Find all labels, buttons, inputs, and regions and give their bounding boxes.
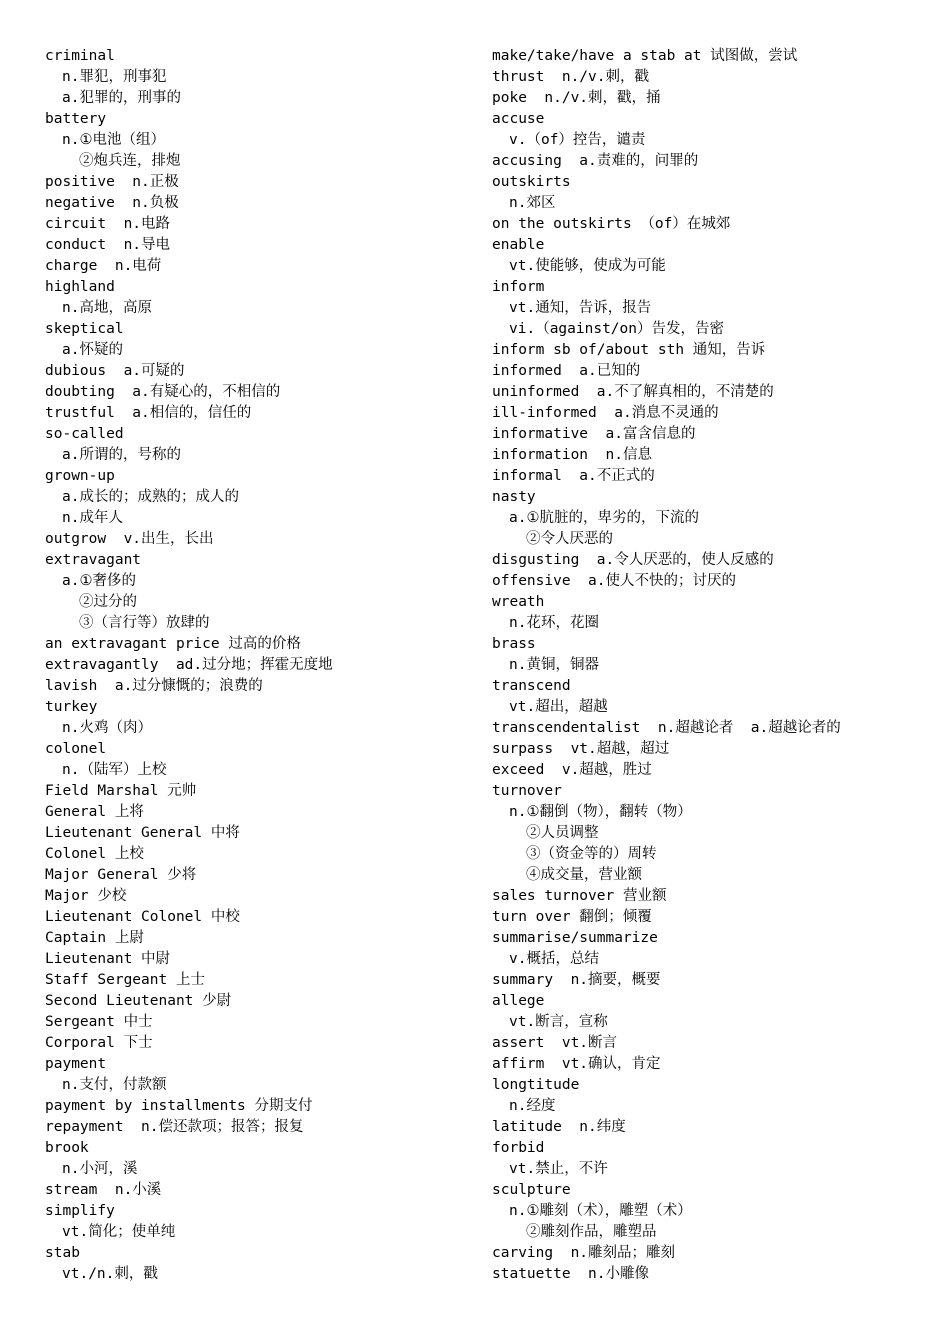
vocab-definition-line: n.①电池（组） bbox=[62, 132, 165, 148]
vocab-entry-line: exceed v.超越，胜过 bbox=[492, 762, 652, 778]
vocab-definition-line: vt./n.刺，戳 bbox=[62, 1266, 158, 1282]
vocab-entry-line: grown-up bbox=[45, 468, 115, 484]
vocab-entry-line: transcend bbox=[492, 678, 571, 694]
vocab-definition-line: a.所谓的，号称的 bbox=[62, 447, 181, 463]
vocabulary-column-left bbox=[45, 46, 465, 1285]
vocab-entry-line: lavish a.过分慷慨的；浪费的 bbox=[45, 678, 263, 694]
vocab-definition-line: ②人员调整 bbox=[526, 825, 599, 841]
vocab-definition-line: ③（资金等的）周转 bbox=[526, 846, 657, 862]
vocab-definition-line: n.①雕刻（术），雕塑（术） bbox=[509, 1203, 692, 1219]
vocab-entry-line: informative a.富含信息的 bbox=[492, 426, 696, 442]
vocab-definition-line: vt.断言，宣称 bbox=[509, 1014, 608, 1030]
vocab-entry-line: conduct n.导电 bbox=[45, 237, 171, 253]
vocab-definition-line: v.（of）控告，谴责 bbox=[509, 132, 646, 148]
vocab-entry-line: negative n.负极 bbox=[45, 195, 179, 211]
vocab-entry-line: criminal bbox=[45, 48, 115, 64]
vocab-definition-line: n.郊区 bbox=[509, 195, 556, 211]
vocab-entry-line: simplify bbox=[45, 1203, 115, 1219]
vocab-entry-line: Lieutenant 中尉 bbox=[45, 951, 171, 967]
vocab-entry-line: affirm vt.确认，肯定 bbox=[492, 1056, 661, 1072]
vocab-entry-line: latitude n.纬度 bbox=[492, 1119, 626, 1135]
vocab-definition-line: n.成年人 bbox=[62, 510, 123, 526]
vocab-definition-line: a.犯罪的，刑事的 bbox=[62, 90, 181, 106]
vocab-entry-line: accuse bbox=[492, 111, 545, 127]
vocab-entry-line: battery bbox=[45, 111, 107, 127]
vocab-definition-line: ②雕刻作品，雕塑品 bbox=[526, 1224, 657, 1240]
vocab-definition-line: n.①翻倒（物），翻转（物） bbox=[509, 804, 692, 820]
vocab-entry-line: colonel bbox=[45, 741, 107, 757]
vocab-entry-line: Sergeant 中士 bbox=[45, 1014, 153, 1030]
vocab-definition-line: ②炮兵连，排炮 bbox=[79, 153, 181, 169]
vocab-entry-line: circuit n.电路 bbox=[45, 216, 171, 232]
vocab-entry-line: General 上将 bbox=[45, 804, 144, 820]
vocab-entry-line: Major General 少将 bbox=[45, 867, 197, 883]
vocab-entry-line: charge n.电荷 bbox=[45, 258, 162, 274]
vocab-entry-line: informal a.不正式的 bbox=[492, 468, 655, 484]
vocab-definition-line: vt.超出，超越 bbox=[509, 699, 608, 715]
vocab-entry-line: turnover bbox=[492, 783, 562, 799]
vocab-entry-line: on the outskirts （of）在城郊 bbox=[492, 216, 731, 232]
vocab-entry-line: nasty bbox=[492, 489, 536, 505]
vocab-entry-line: transcendentalist n.超越论者 a.超越论者的 bbox=[492, 720, 841, 736]
vocab-entry-line: summarise/summarize bbox=[492, 930, 658, 946]
vocab-definition-line: ②过分的 bbox=[79, 594, 137, 610]
vocab-entry-line: an extravagant price 过高的价格 bbox=[45, 636, 301, 652]
vocab-entry-line: outskirts bbox=[492, 174, 571, 190]
vocab-entry-line: skeptical bbox=[45, 321, 124, 337]
vocab-entry-line: repayment n.偿还款项；报答；报复 bbox=[45, 1119, 304, 1135]
vocab-entry-line: doubting a.有疑心的，不相信的 bbox=[45, 384, 281, 400]
vocab-entry-line: stab bbox=[45, 1245, 80, 1261]
vocab-entry-line: sales turnover 营业额 bbox=[492, 888, 667, 904]
vocab-entry-line: positive n.正极 bbox=[45, 174, 179, 190]
vocab-entry-line: Second Lieutenant 少尉 bbox=[45, 993, 232, 1009]
vocab-definition-line: ③（言行等）放肆的 bbox=[79, 615, 210, 631]
vocab-entry-line: highland bbox=[45, 279, 115, 295]
vocab-definition-line: n.小河，溪 bbox=[62, 1161, 138, 1177]
vocab-entry-line: turn over 翻倒；倾覆 bbox=[492, 909, 652, 925]
vocab-definition-line: ④成交量，营业额 bbox=[526, 867, 642, 883]
vocab-entry-line: informed a.已知的 bbox=[492, 363, 641, 379]
vocabulary-column-right bbox=[492, 46, 932, 1285]
vocab-definition-line: vt.简化；使单纯 bbox=[62, 1224, 176, 1240]
vocab-entry-line: enable bbox=[492, 237, 545, 253]
vocab-entry-line: allege bbox=[492, 993, 545, 1009]
vocab-entry-line: brass bbox=[492, 636, 536, 652]
vocab-entry-line: turkey bbox=[45, 699, 98, 715]
vocab-entry-line: extravagant bbox=[45, 552, 142, 568]
vocab-entry-line: Corporal 下士 bbox=[45, 1035, 153, 1051]
vocab-entry-line: so-called bbox=[45, 426, 124, 442]
vocab-entry-line: wreath bbox=[492, 594, 545, 610]
vocab-definition-line: a.①奢侈的 bbox=[62, 573, 136, 589]
vocab-entry-line: Lieutenant General 中将 bbox=[45, 825, 240, 841]
vocab-definition-line: n.火鸡（肉） bbox=[62, 720, 152, 736]
vocab-entry-line: brook bbox=[45, 1140, 89, 1156]
vocab-entry-line: disgusting a.令人厌恶的，使人反感的 bbox=[492, 552, 774, 568]
vocab-definition-line: v.概括，总结 bbox=[509, 951, 599, 967]
vocab-entry-line: extravagantly ad.过分地；挥霍无度地 bbox=[45, 657, 333, 673]
vocab-definition-line: vi.（against/on）告发，告密 bbox=[509, 321, 724, 337]
vocab-entry-line: Major 少校 bbox=[45, 888, 127, 904]
vocab-definition-line: ②令人厌恶的 bbox=[526, 531, 613, 547]
vocab-entry-line: statuette n.小雕像 bbox=[492, 1266, 649, 1282]
vocab-entry-line: Field Marshal 元帅 bbox=[45, 783, 197, 799]
vocab-entry-line: Colonel 上校 bbox=[45, 846, 144, 862]
vocab-entry-line: accusing a.责难的，问罪的 bbox=[492, 153, 699, 169]
vocab-definition-line: n.高地，高原 bbox=[62, 300, 152, 316]
vocab-definition-line: n.经度 bbox=[509, 1098, 556, 1114]
vocab-entry-line: ill-informed a.消息不灵通的 bbox=[492, 405, 719, 421]
vocab-entry-line: longtitude bbox=[492, 1077, 580, 1093]
vocab-entry-line: uninformed a.不了解真相的，不清楚的 bbox=[492, 384, 774, 400]
vocab-entry-line: sculpture bbox=[492, 1182, 571, 1198]
vocab-entry-line: stream n.小溪 bbox=[45, 1182, 162, 1198]
vocab-entry-line: inform sb of/about sth 通知，告诉 bbox=[492, 342, 766, 358]
vocab-entry-line: Staff Sergeant 上士 bbox=[45, 972, 205, 988]
vocab-entry-line: inform bbox=[492, 279, 545, 295]
vocab-entry-line: thrust n./v.刺，戳 bbox=[492, 69, 649, 85]
vocab-definition-line: a.怀疑的 bbox=[62, 342, 123, 358]
vocab-entry-line: payment bbox=[45, 1056, 107, 1072]
vocab-definition-line: vt.禁止，不许 bbox=[509, 1161, 608, 1177]
vocab-definition-line: n.罪犯，刑事犯 bbox=[62, 69, 167, 85]
vocab-entry-line: make/take/have a stab at 试图做，尝试 bbox=[492, 48, 798, 64]
vocab-entry-line: forbid bbox=[492, 1140, 545, 1156]
vocab-definition-line: n.支付，付款额 bbox=[62, 1077, 167, 1093]
vocab-entry-line: assert vt.断言 bbox=[492, 1035, 618, 1051]
vocab-definition-line: vt.通知，告诉，报告 bbox=[509, 300, 652, 316]
vocab-definition-line: vt.使能够，使成为可能 bbox=[509, 258, 666, 274]
vocab-entry-line: offensive a.使人不快的；讨厌的 bbox=[492, 573, 736, 589]
vocab-entry-line: outgrow v.出生，长出 bbox=[45, 531, 214, 547]
vocab-entry-line: information n.信息 bbox=[492, 447, 652, 463]
vocab-entry-line: poke n./v.刺，戳，捅 bbox=[492, 90, 661, 106]
vocab-entry-line: Captain 上尉 bbox=[45, 930, 144, 946]
vocab-entry-line: summary n.摘要，概要 bbox=[492, 972, 661, 988]
vocab-definition-line: n.（陆军）上校 bbox=[62, 762, 167, 778]
vocab-definition-line: n.黄铜，铜器 bbox=[509, 657, 599, 673]
vocab-entry-line: dubious a.可疑的 bbox=[45, 363, 185, 379]
vocab-definition-line: a.成长的；成熟的；成人的 bbox=[62, 489, 239, 505]
vocab-entry-line: payment by installments 分期支付 bbox=[45, 1098, 313, 1114]
vocab-entry-line: surpass vt.超越，超过 bbox=[492, 741, 670, 757]
vocab-definition-line: a.①肮脏的，卑劣的，下流的 bbox=[509, 510, 699, 526]
vocab-definition-line: n.花环，花圈 bbox=[509, 615, 599, 631]
vocab-entry-line: trustful a.相信的，信任的 bbox=[45, 405, 252, 421]
vocab-entry-line: Lieutenant Colonel 中校 bbox=[45, 909, 240, 925]
vocab-entry-line: carving n.雕刻品；雕刻 bbox=[492, 1245, 676, 1261]
